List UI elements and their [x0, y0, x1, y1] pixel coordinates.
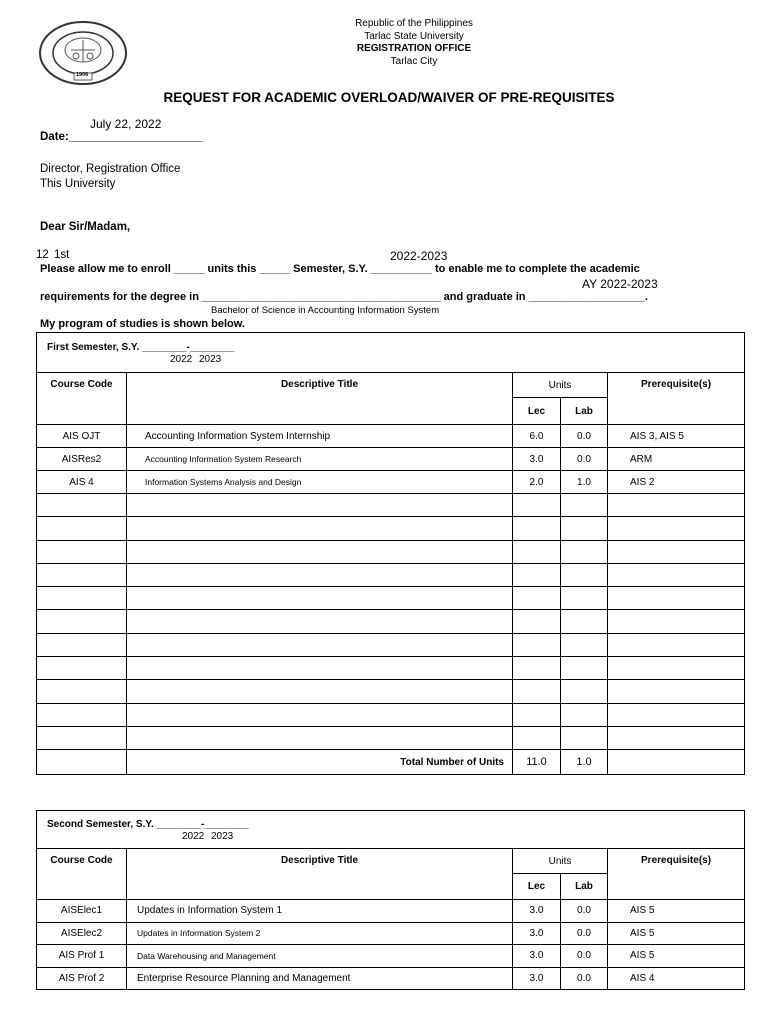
total-units-label: Total Number of Units [127, 750, 513, 775]
empty-cell [561, 657, 608, 680]
lab-cell: 0.0 [561, 448, 608, 471]
date-value: July 22, 2022 [90, 117, 162, 131]
total-empty-cell [37, 750, 127, 775]
empty-cell [561, 726, 608, 749]
second-semester-table [36, 810, 745, 990]
course-code-cell: AISRes2 [37, 448, 127, 471]
empty-cell [561, 494, 608, 517]
course-code-cell: AISElec2 [37, 922, 127, 945]
empty-table-row [37, 587, 745, 610]
empty-cell [127, 587, 513, 610]
empty-cell [127, 517, 513, 540]
units-header: Units [513, 373, 608, 398]
empty-table-row [37, 657, 745, 680]
first-semester-sy-end: 2023 [199, 354, 222, 365]
empty-cell [37, 633, 127, 656]
units-value: 12 [36, 249, 49, 261]
empty-cell [127, 610, 513, 633]
lec-header: Lec [513, 398, 561, 425]
empty-cell [37, 587, 127, 610]
table-row [37, 471, 745, 494]
prerequisites-header-2: Prerequisite(s) [608, 849, 745, 900]
course-code-cell: AIS Prof 1 [37, 945, 127, 968]
empty-cell [127, 494, 513, 517]
empty-cell [561, 540, 608, 563]
empty-cell [608, 633, 745, 656]
prereq-cell: AIS 2 [608, 471, 745, 494]
first-semester-rows [37, 425, 745, 750]
empty-cell [127, 726, 513, 749]
course-code-cell: AISElec1 [37, 900, 127, 923]
prereq-cell: ARM [608, 448, 745, 471]
total-prereq-empty-cell [608, 750, 745, 775]
empty-cell [127, 563, 513, 586]
lab-cell: 0.0 [561, 425, 608, 448]
addressee-line-1: Director, Registration Office [40, 163, 181, 175]
second-semester-label: Second Semester, S.Y. ________-________ [47, 819, 249, 830]
empty-cell [513, 703, 561, 726]
empty-cell [608, 494, 745, 517]
course-code-cell: AIS Prof 2 [37, 967, 127, 990]
empty-cell [513, 633, 561, 656]
second-semester-rows [37, 900, 745, 990]
descriptive-title-cell: Updates in Information System 1 [127, 900, 513, 923]
lec-cell: 6.0 [513, 425, 561, 448]
course-code-cell: AIS 4 [37, 471, 127, 494]
seal-year: 1906 [76, 72, 89, 78]
empty-cell [608, 657, 745, 680]
first-semester-label: First Semester, S.Y. ________-________ [47, 342, 235, 353]
descriptive-title-cell: Information Systems Analysis and Design [127, 471, 513, 494]
graduate-value: AY 2022-2023 [582, 277, 658, 291]
empty-table-row [37, 610, 745, 633]
total-lec: 11.0 [513, 750, 561, 775]
lec-cell: 3.0 [513, 448, 561, 471]
lab-header: Lab [561, 398, 608, 425]
empty-cell [37, 657, 127, 680]
table-row [37, 900, 745, 923]
empty-cell [37, 680, 127, 703]
header-city: Tarlac City [390, 55, 438, 67]
prerequisites-header: Prerequisite(s) [608, 373, 745, 425]
page-title: REQUEST FOR ACADEMIC OVERLOAD/WAIVER OF PRE-REQUISITES [163, 90, 615, 105]
empty-cell [513, 517, 561, 540]
empty-cell [127, 657, 513, 680]
descriptive-title-cell: Accounting Information System Research [127, 448, 513, 471]
table-row [37, 922, 745, 945]
request-line-1: Please allow me to enroll _____ units this _____ Semester, S.Y. __________ to enable me to complete the academic [40, 263, 640, 275]
lab-cell: 0.0 [561, 945, 608, 968]
descriptive-title-cell: Updates in Information System 2 [127, 922, 513, 945]
empty-cell [513, 610, 561, 633]
empty-cell [608, 680, 745, 703]
header-republic: Republic of the Philippines [355, 18, 473, 29]
empty-cell [37, 726, 127, 749]
empty-cell [561, 680, 608, 703]
lec-cell: 3.0 [513, 900, 561, 923]
degree-value: Bachelor of Science in Accounting Information System [211, 305, 440, 316]
date-label: Date:_____________________ [40, 131, 204, 143]
empty-cell [513, 726, 561, 749]
prereq-cell: AIS 3, AIS 5 [608, 425, 745, 448]
prereq-cell: AIS 5 [608, 900, 745, 923]
empty-table-row [37, 563, 745, 586]
empty-cell [513, 587, 561, 610]
header-university: Tarlac State University [364, 30, 464, 42]
lab-header-2: Lab [561, 874, 608, 900]
table-row [37, 425, 745, 448]
empty-cell [513, 657, 561, 680]
empty-cell [127, 633, 513, 656]
first-semester-header [37, 333, 745, 373]
lab-cell: 0.0 [561, 900, 608, 923]
lab-cell: 1.0 [561, 471, 608, 494]
empty-cell [127, 680, 513, 703]
empty-cell [561, 633, 608, 656]
course-code-cell: AIS OJT [37, 425, 127, 448]
empty-cell [513, 540, 561, 563]
empty-cell [608, 563, 745, 586]
empty-cell [608, 726, 745, 749]
second-semester-sy-end: 2023 [211, 831, 234, 842]
program-intro: My program of studies is shown below. [40, 318, 245, 330]
descriptive-title-header-2: Descriptive Title [127, 849, 513, 900]
empty-cell [561, 587, 608, 610]
lab-cell: 0.0 [561, 967, 608, 990]
empty-table-row [37, 540, 745, 563]
lec-cell: 3.0 [513, 945, 561, 968]
empty-cell [513, 494, 561, 517]
sy-value: 2022-2023 [390, 249, 448, 263]
lec-cell: 2.0 [513, 471, 561, 494]
descriptive-title-cell: Data Warehousing and Management [127, 945, 513, 968]
empty-cell [608, 610, 745, 633]
second-semester-sy-start: 2022 [182, 831, 205, 842]
empty-cell [608, 540, 745, 563]
empty-table-row [37, 633, 745, 656]
empty-cell [37, 563, 127, 586]
empty-cell [127, 540, 513, 563]
addressee-line-2: This University [40, 178, 116, 190]
lec-cell: 3.0 [513, 922, 561, 945]
empty-table-row [37, 726, 745, 749]
empty-cell [608, 517, 745, 540]
semester-value: 1st [54, 249, 70, 261]
request-line-2: requirements for the degree in _______________________________________ and graduate in ___________________. [40, 291, 648, 303]
letterhead [0, 18, 768, 68]
table-row [37, 967, 745, 990]
course-code-header: Course Code [37, 373, 127, 425]
total-lab: 1.0 [561, 750, 608, 775]
first-semester-table [36, 332, 745, 775]
first-semester-sy-start: 2022 [170, 354, 193, 365]
descriptive-title-cell: Enterprise Resource Planning and Management [127, 967, 513, 990]
empty-table-row [37, 703, 745, 726]
prereq-cell: AIS 5 [608, 922, 745, 945]
lec-cell: 3.0 [513, 967, 561, 990]
second-semester-header [37, 811, 745, 849]
units-header-2: Units [513, 849, 608, 874]
empty-cell [37, 494, 127, 517]
table-row [37, 945, 745, 968]
empty-cell [37, 517, 127, 540]
empty-cell [561, 517, 608, 540]
course-code-header-2: Course Code [37, 849, 127, 900]
empty-cell [561, 563, 608, 586]
table-row [37, 448, 745, 471]
empty-cell [561, 610, 608, 633]
lec-header-2: Lec [513, 874, 561, 900]
prereq-cell: AIS 4 [608, 967, 745, 990]
empty-cell [127, 703, 513, 726]
empty-table-row [37, 517, 745, 540]
empty-cell [37, 540, 127, 563]
empty-table-row [37, 494, 745, 517]
empty-cell [561, 703, 608, 726]
empty-cell [513, 563, 561, 586]
empty-cell [513, 680, 561, 703]
prereq-cell: AIS 5 [608, 945, 745, 968]
salutation: Dear Sir/Madam, [40, 221, 131, 233]
empty-cell [608, 703, 745, 726]
header-office: REGISTRATION OFFICE [356, 43, 472, 54]
empty-table-row [37, 680, 745, 703]
descriptive-title-cell: Accounting Information System Internship [127, 425, 513, 448]
lab-cell: 0.0 [561, 922, 608, 945]
empty-cell [37, 703, 127, 726]
empty-cell [608, 587, 745, 610]
empty-cell [37, 610, 127, 633]
descriptive-title-header: Descriptive Title [127, 373, 513, 425]
